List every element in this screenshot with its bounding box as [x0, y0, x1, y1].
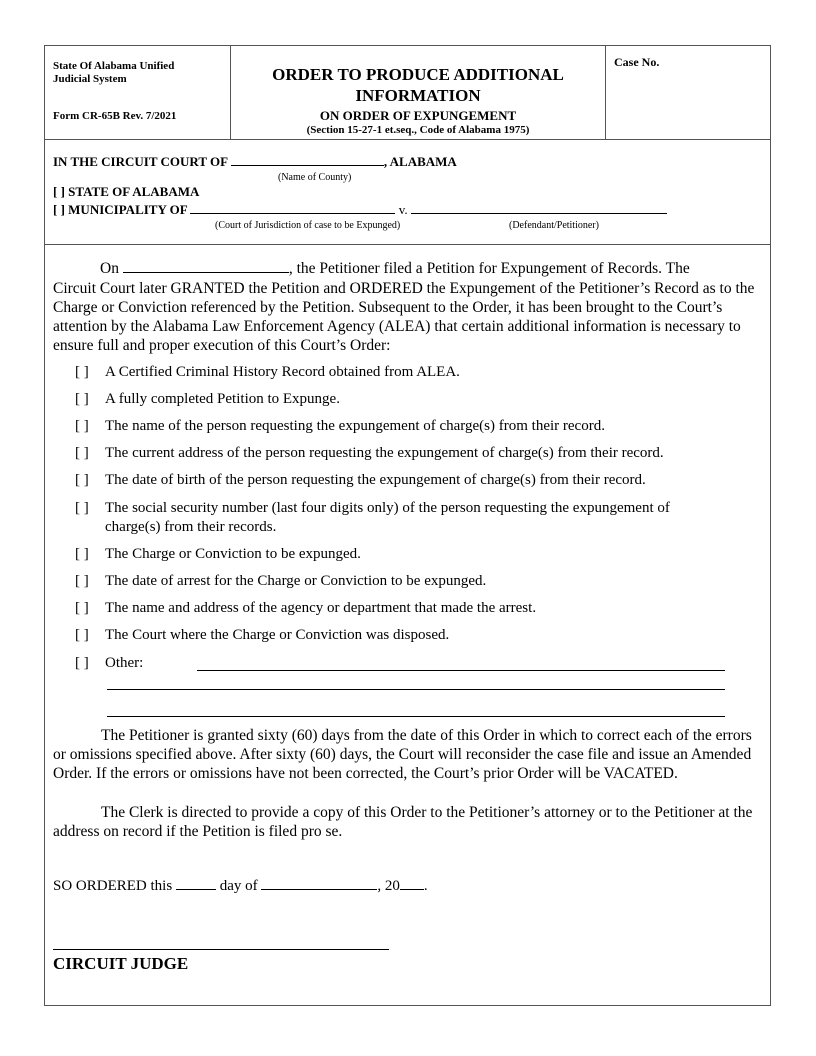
county-caption: (Name of County) — [278, 172, 352, 183]
checklist-item[interactable]: [ ] The name of the person requesting the expungement of charge(s) from their record. — [75, 418, 605, 434]
form-header — [45, 46, 770, 140]
form-title: ORDER TO PRODUCE ADDITIONAL INFORMATION — [272, 65, 564, 105]
checkbox[interactable]: [ ] — [75, 391, 89, 407]
checkbox[interactable]: [ ] — [75, 445, 89, 461]
municipality-field[interactable] — [190, 201, 395, 214]
petition-date-field[interactable] — [123, 260, 289, 273]
checkbox[interactable]: [ ] — [75, 500, 89, 516]
checkbox[interactable]: [ ] — [75, 546, 89, 562]
checkbox[interactable]: [ ] — [75, 600, 89, 616]
state-of-alabama-option[interactable]: [ ] STATE OF ALABAMA — [53, 184, 200, 199]
form-frame — [44, 45, 771, 1006]
court-line-suffix: , ALABAMA — [383, 154, 457, 169]
checklist-item[interactable]: [ ] The social security number (last four digits only) of the person requesting the expungement of — [75, 500, 670, 516]
checklist-item[interactable]: [ ] The date of arrest for the Charge or Conviction to be expunged. — [75, 573, 487, 589]
jurisdiction-caption: (Court of Jurisdiction of case to be Expunged) — [215, 220, 401, 231]
defendant-caption: (Defendant/Petitioner) — [509, 220, 599, 231]
checklist-item-continuation: charge(s) from their records. — [105, 519, 277, 535]
checkbox[interactable]: [ ] — [75, 364, 89, 380]
checklist-item[interactable]: [ ] The date of birth of the person requesting the expungement of charge(s) from their record. — [75, 472, 646, 488]
municipality-line — [53, 201, 667, 218]
case-number-cell[interactable] — [606, 46, 770, 139]
court-line-prefix: IN THE CIRCUIT COURT OF — [53, 154, 228, 169]
checklist-item[interactable]: [ ] The current address of the person requesting the expungement of charge(s) from their record. — [75, 445, 664, 461]
granted-paragraph: The Petitioner is granted sixty (60) days from the date of this Order in which to correct each of the errors or omissions specified above. After sixty (60) days, the Court will reconsider the case file and issue an Amended Order. If the errors or omissions have not been corrected, the Court’s prior Order will be VACATED. — [53, 727, 752, 782]
header-title-cell — [231, 46, 606, 139]
checkbox[interactable]: [ ] — [75, 573, 89, 589]
case-no-label: Case No. — [614, 55, 660, 69]
clerk-paragraph: The Clerk is directed to provide a copy of this Order to the Petitioner’s attorney or to the Petitioner at the address on record if the Petition is filed pro se. — [53, 804, 753, 840]
versus-label: v. — [398, 202, 408, 217]
checkbox[interactable]: [ ] — [75, 418, 89, 434]
checklist-item[interactable]: [ ] The name and address of the agency or department that made the arrest. — [75, 600, 537, 616]
checklist-item-other[interactable]: [ ] Other: — [75, 655, 144, 671]
signature-line[interactable] — [53, 949, 389, 950]
intro-paragraph: Circuit Court later GRANTED the Petition and ORDERED the Expungement of the Petitioner’s Record as to the Charge or Conviction referenced by the Petition. Subsequent to the Order, it has been brought to the Court’s attention by the Alabama Law Enforcement Agency (ALEA) that certain additional information is necessary to ensure full and proper execution of this Court’s Order: — [53, 280, 755, 354]
other-line-3[interactable] — [107, 716, 725, 717]
year-prefix: , 20 — [377, 878, 400, 894]
defendant-field[interactable] — [411, 201, 667, 214]
month-field[interactable] — [261, 877, 377, 890]
court-line — [53, 153, 457, 170]
so-ordered-prefix: SO ORDERED this — [53, 878, 173, 894]
circuit-judge-label: CIRCUIT JUDGE — [53, 954, 189, 973]
checklist-item[interactable]: [ ] The Court where the Charge or Conviction was disposed. — [75, 627, 450, 643]
statute-citation: (Section 15-27-1 et.seq., Code of Alabama 1975) — [306, 124, 530, 136]
other-line-1[interactable] — [197, 670, 725, 671]
checkbox[interactable]: [ ] — [75, 472, 89, 488]
municipality-option[interactable]: [ ] MUNICIPALITY OF — [53, 202, 188, 217]
checklist-item[interactable]: [ ] A Certified Criminal History Record obtained from ALEA. — [75, 364, 460, 380]
so-ordered-line: SO ORDERED this day of , 20 . — [53, 878, 428, 894]
year-field[interactable] — [400, 877, 424, 890]
header-left-cell — [45, 46, 231, 139]
intro-first-line — [100, 260, 690, 278]
day-field[interactable] — [176, 877, 216, 890]
checkbox[interactable]: [ ] — [75, 655, 89, 671]
judicial-system-name: State Of Alabama Unified Judicial System — [53, 60, 175, 85]
form-subtitle: ON ORDER OF EXPUNGEMENT — [319, 108, 517, 123]
on-label: On — [100, 260, 119, 277]
intro-after-blank: , the Petitioner filed a Petition for Expungement of Records. The — [288, 260, 690, 277]
checklist-item[interactable]: [ ] A fully completed Petition to Expunge. — [75, 391, 340, 407]
other-line-2[interactable] — [107, 689, 725, 690]
day-of-label: day of — [219, 878, 258, 894]
court-section — [45, 139, 770, 245]
checkbox[interactable]: [ ] — [75, 627, 89, 643]
form-number: Form CR-65B Rev. 7/2021 — [53, 110, 177, 122]
county-name-field[interactable] — [231, 153, 384, 166]
checklist-item[interactable]: [ ] The Charge or Conviction to be expunged. — [75, 546, 361, 562]
